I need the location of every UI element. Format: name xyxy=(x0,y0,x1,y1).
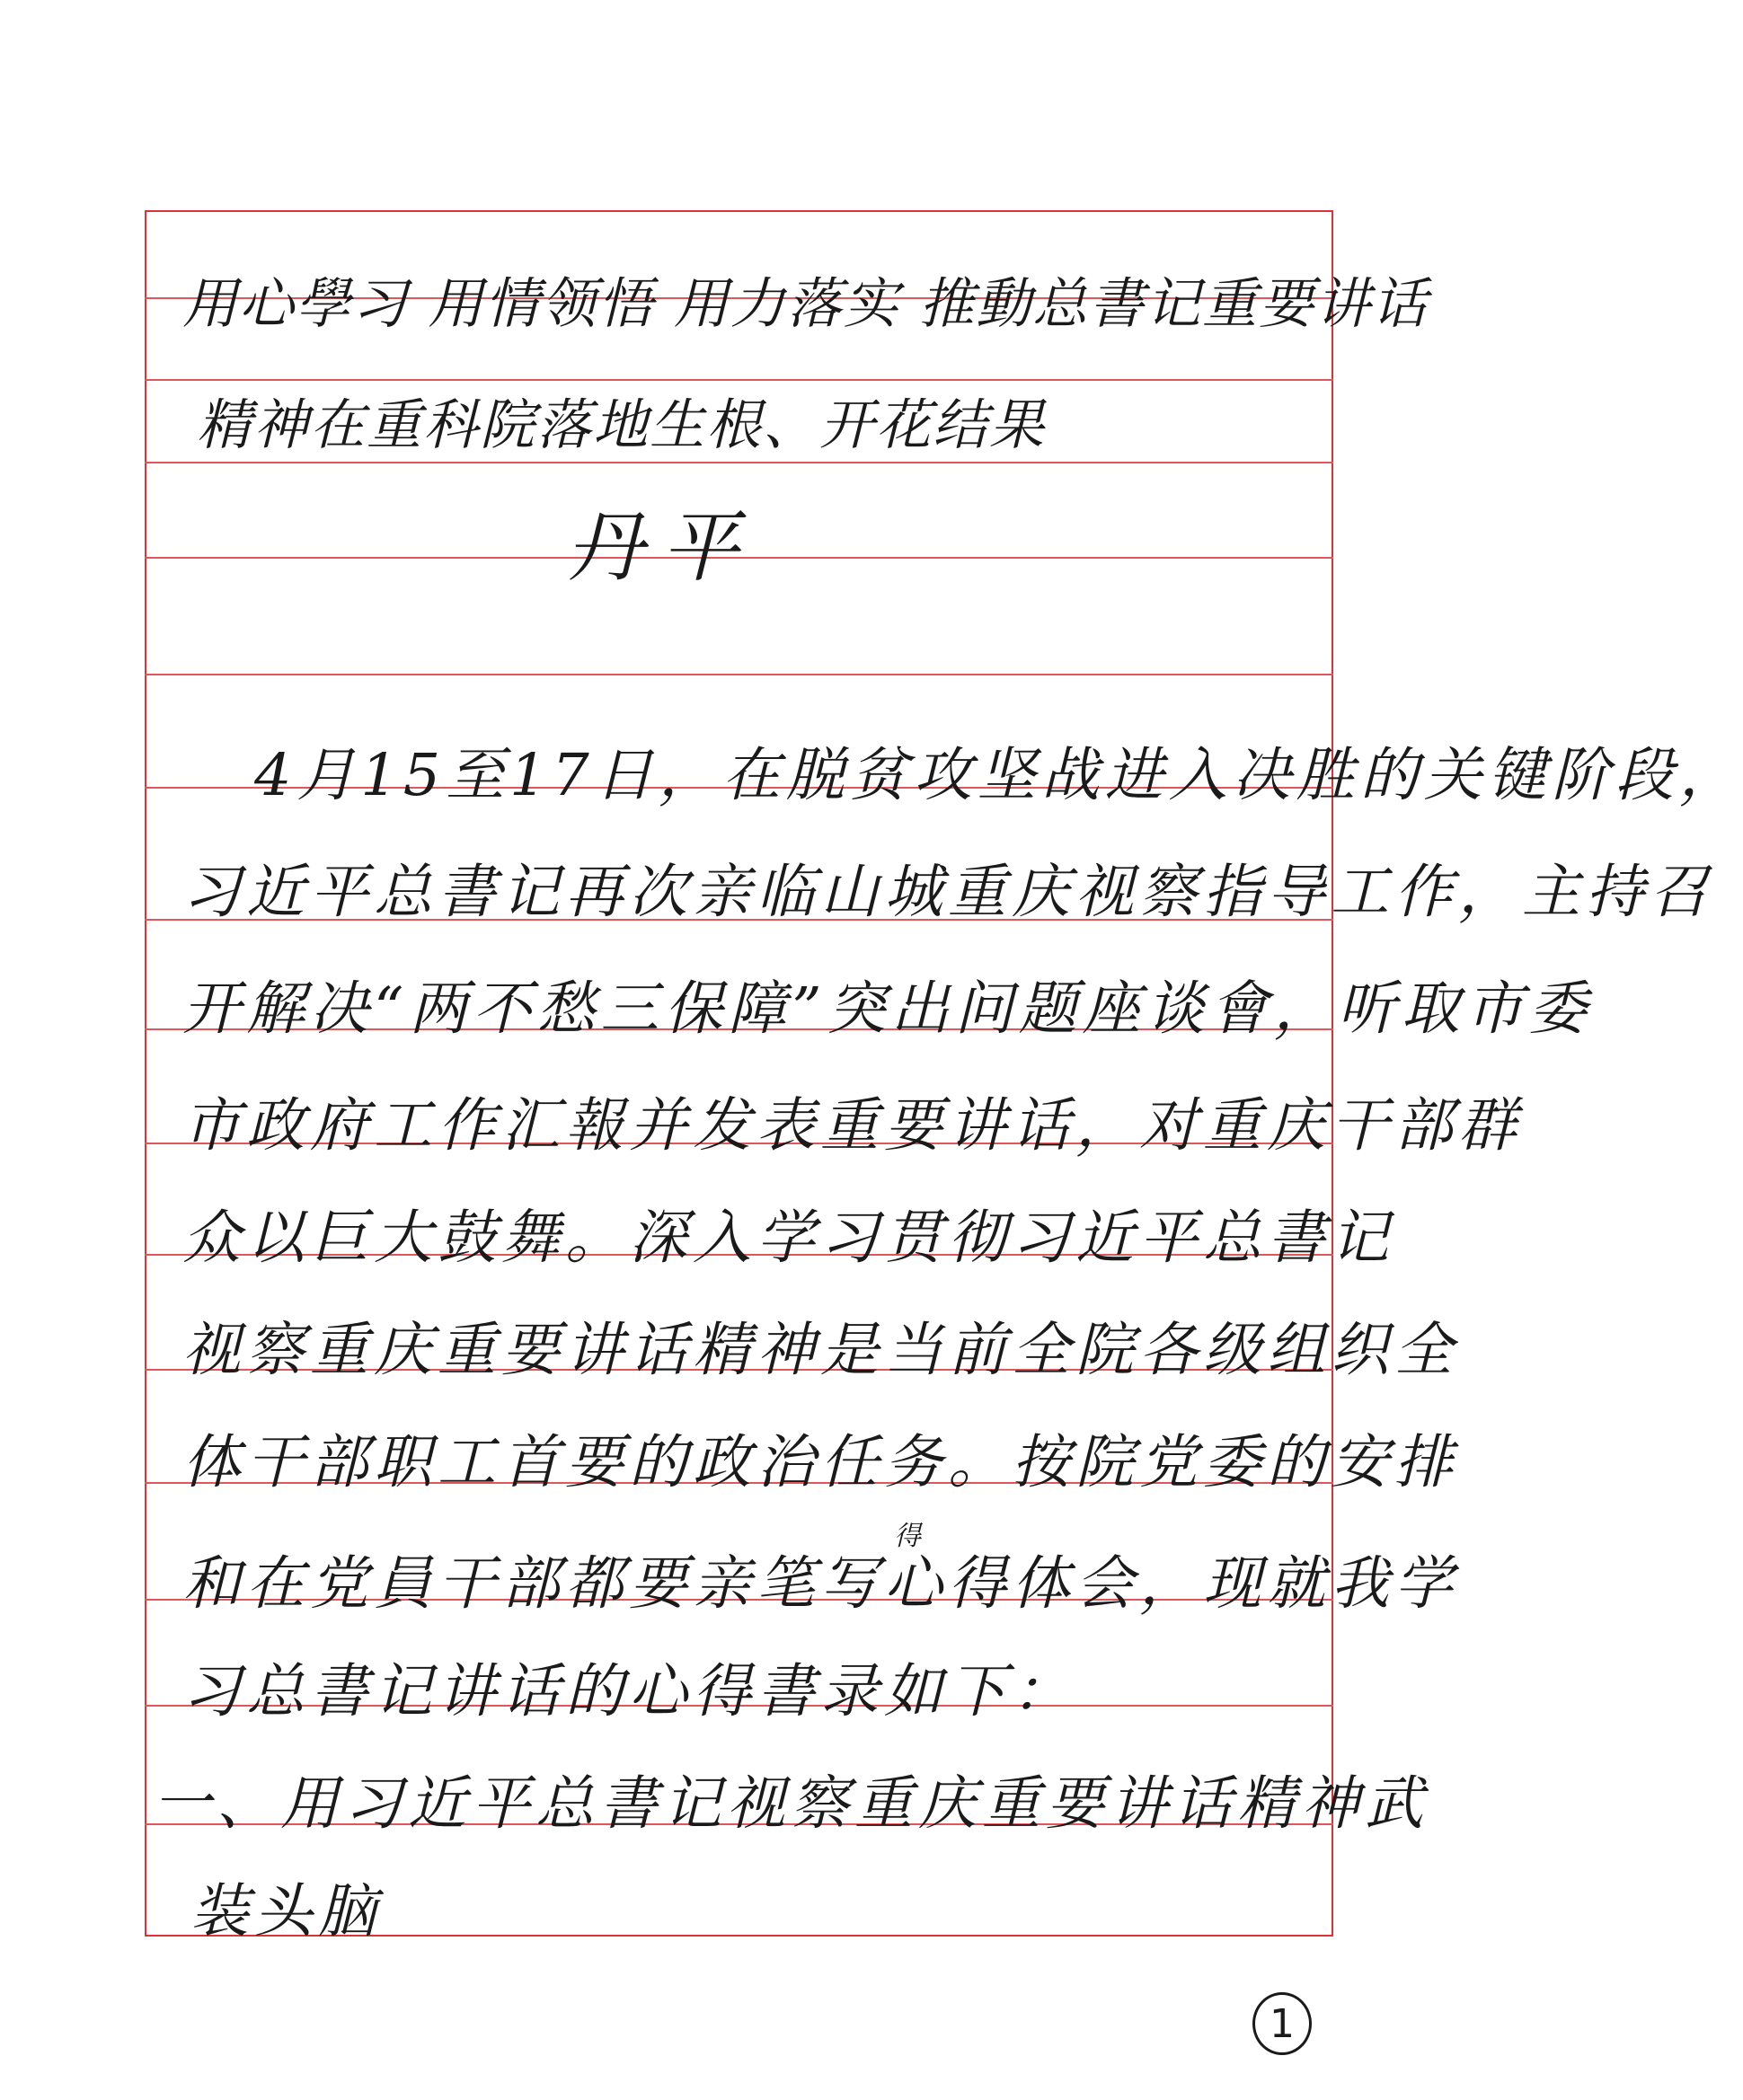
page-number: 1 xyxy=(1252,1992,1312,2055)
title-line: 精神在重科院落地生根、开花结果 xyxy=(197,393,1047,457)
body-line: 4月15至17日，在脱贫攻坚战进入决胜的关键阶段， xyxy=(254,742,1743,809)
body-line: 众以巨大鼓舞。深入学习贯彻习近平总書记 xyxy=(182,1204,1395,1272)
section-heading-line: 一、用习近平总書记视察重庆重要讲话精神武 xyxy=(153,1770,1429,1838)
body-line: 体干部职工首要的政治任务。按院党委的安排 xyxy=(182,1429,1459,1496)
inserted-character-mark: 得 xyxy=(894,1521,921,1552)
ruled-line xyxy=(145,462,1333,463)
body-line: 习近平总書记再次亲临山城重庆视察指导工作，主持召 xyxy=(182,859,1714,926)
body-line: 视察重庆重要讲话精神是当前全院各级组织全 xyxy=(182,1317,1459,1384)
ruled-line xyxy=(145,379,1333,381)
body-line: 市政府工作汇報并发表重要讲话，对重庆干部群 xyxy=(182,1092,1523,1160)
section-heading-line: 装头脑 xyxy=(190,1878,383,1946)
body-line: 开解决“两不愁三保障”突出问题座谈會，听取市委 xyxy=(182,975,1593,1043)
title-line: 用心學习 用情领悟 用力落实 推動总書记重要讲话 xyxy=(182,272,1429,336)
author-signature: 丹平 xyxy=(566,503,756,593)
ruled-line xyxy=(145,674,1333,675)
body-line: 习总書记讲话的心得書录如下： xyxy=(182,1658,1076,1725)
body-line: 和在党員干部都要亲笔写心得体会，现就我学 xyxy=(182,1550,1459,1618)
